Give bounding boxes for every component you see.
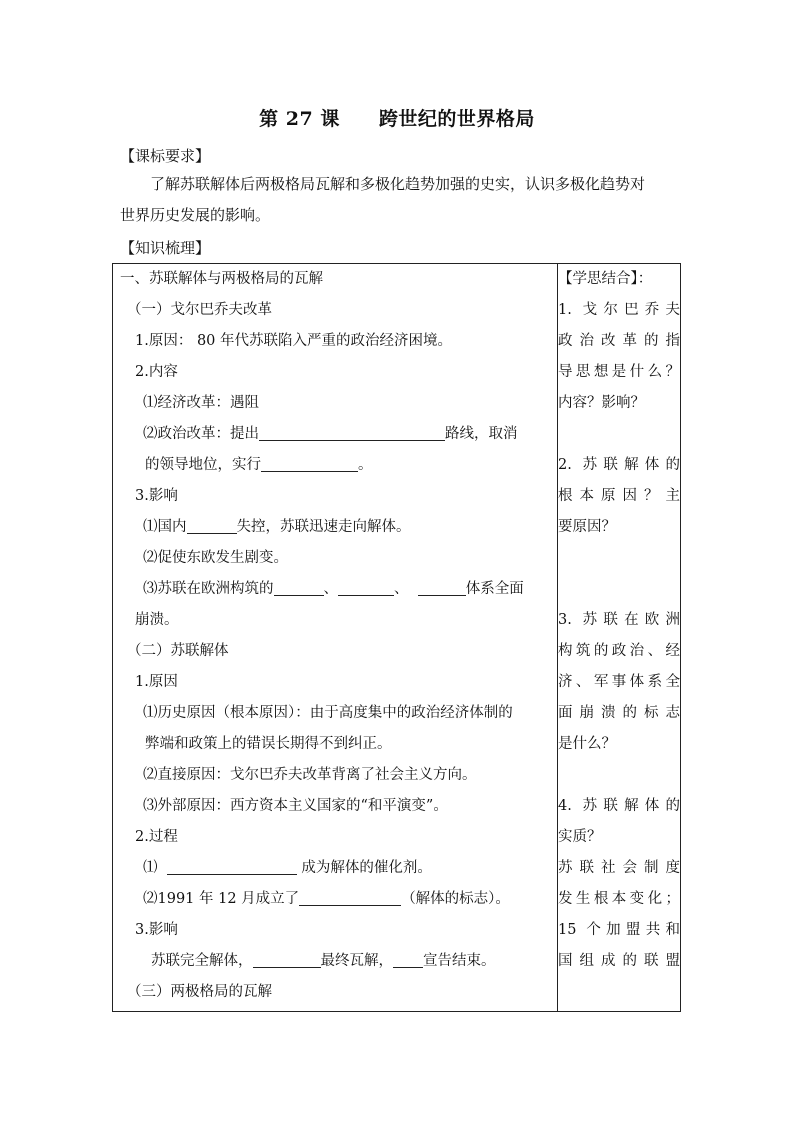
question-line: 15 个加盟共和 [558,922,680,938]
outline-item: 2.内容 [135,364,178,380]
fill-blank[interactable] [187,516,237,534]
notes-column [113,264,558,1012]
section-heading: 一、苏联解体与两极格局的瓦解 [120,271,323,287]
outline-subitem [113,853,557,884]
question-line: 4. 苏联解体的 [558,798,680,814]
reflection-heading: 【学思结合】： [558,271,653,287]
question-line: 3. 苏联在欧洲 [558,612,680,628]
subsection-heading: （二）苏联解体 [127,643,229,659]
outline-subitem: ⑵促使东欧发生剧变。 [143,550,288,566]
question-line: 面崩溃的标志 [558,705,680,721]
question-3 [558,605,680,760]
outline-item: 1.原因： 80 年代苏联陷入严重的政治经济困境。 [135,333,453,349]
outline-item: 3.影响 [135,922,178,938]
fill-blank[interactable] [167,857,297,875]
question-line: 政治改革的指 [558,333,680,349]
fill-blank[interactable] [393,950,423,968]
subsection-heading: （一）戈尔巴乔夫改革 [127,302,272,318]
question-line: 构筑的政治、经 [558,643,680,659]
outline-subitem: ⑶外部原因：西方资本主义国家的“和平演变”。 [143,798,448,814]
requirement-heading: 【课标要求】 [120,147,211,165]
text-fragment: 的领导地位，实行 [145,457,261,473]
subsection-heading: （三）两极格局的瓦解 [127,984,272,1000]
fill-blank[interactable] [338,578,394,596]
question-line: 济、军事体系全 [558,674,680,690]
text-fragment: 体系全面 [465,581,524,597]
knowledge-heading: 【知识梳理】 [120,239,211,257]
question-line: 内容？影响？ [558,395,645,411]
question-line: 导思想是什么？ [558,364,680,380]
outline-subitem [113,419,557,450]
question-line: 苏联社会制度 [558,860,680,876]
text-fragment: ⑴国内 [143,519,187,535]
outline-subitem: ⑵直接原因：戈尔巴乔夫改革背离了社会主义方向。 [143,767,477,783]
outline-subitem: ⑴经济改革：遇阻 [143,395,259,411]
text-fragment: ⑶苏联在欧洲构筑的 [143,581,274,597]
text-fragment: 、 [394,581,409,597]
requirement-line-2: 世界历史发展的影响。 [120,206,271,224]
requirement-text [120,169,680,231]
text-fragment: 、 [323,581,338,597]
text-fragment: 最终瓦解， [320,953,393,969]
lesson-title: 第 27 课 跨世纪的世界格局 [259,108,535,130]
question-line: 国组成的联盟 [558,953,680,969]
question-line: 1. 戈尔巴乔夫 [558,302,680,318]
reflection-column [558,264,681,1012]
question-4 [558,791,680,977]
question-2 [558,450,680,543]
outline-continuation: 弊端和政策上的错误长期得不到纠正。 [145,736,392,752]
text-fragment: 失控，苏联迅速走向解体。 [236,519,411,535]
knowledge-table [112,263,681,1012]
text-fragment: 苏联完全解体， [151,953,253,969]
outline-continuation: 崩溃。 [135,612,179,628]
text-fragment: ⑵政治改革：提出 [143,426,259,442]
outline-continuation [113,450,557,481]
text-fragment: 。 [358,457,373,473]
fill-blank[interactable] [259,423,445,441]
question-line: 2. 苏联解体的 [558,457,680,473]
outline-subitem [113,512,557,543]
question-line: 要原因？ [558,519,616,535]
fill-blank[interactable] [299,888,401,906]
fill-blank[interactable] [418,578,466,596]
text-fragment: 成为解体的催化剂。 [301,860,432,876]
fill-blank[interactable] [253,950,321,968]
text-fragment: 路线，取消 [445,426,518,442]
fill-blank[interactable] [261,454,358,472]
question-line: 根本原因？主 [558,488,680,504]
outline-subitem [113,946,557,977]
question-line: 是什么？ [558,736,616,752]
outline-item: 2.过程 [135,829,178,845]
question-1 [558,295,680,419]
text-fragment: ⑴ [143,860,158,876]
outline-subitem [113,884,557,915]
outline-subitem [113,574,557,605]
outline-item: 3.影响 [135,488,178,504]
text-fragment: 宣告结束。 [423,953,496,969]
question-line: 实质？ [558,829,602,845]
fill-blank[interactable] [274,578,324,596]
requirement-line-1: 了解苏联解体后两极格局瓦解和多极化趋势加强的史实，认识多极化趋势对 [150,175,646,193]
text-fragment: ⑵1991 年 12 月成立了 [143,891,300,907]
outline-subitem: ⑴历史原因（根本原因）：由于高度集中的政治经济体制的 [143,705,513,721]
text-fragment: （解体的标志）。 [401,891,510,907]
outline-item: 1.原因 [135,674,178,690]
question-line: 发生根本变化； [558,891,680,907]
